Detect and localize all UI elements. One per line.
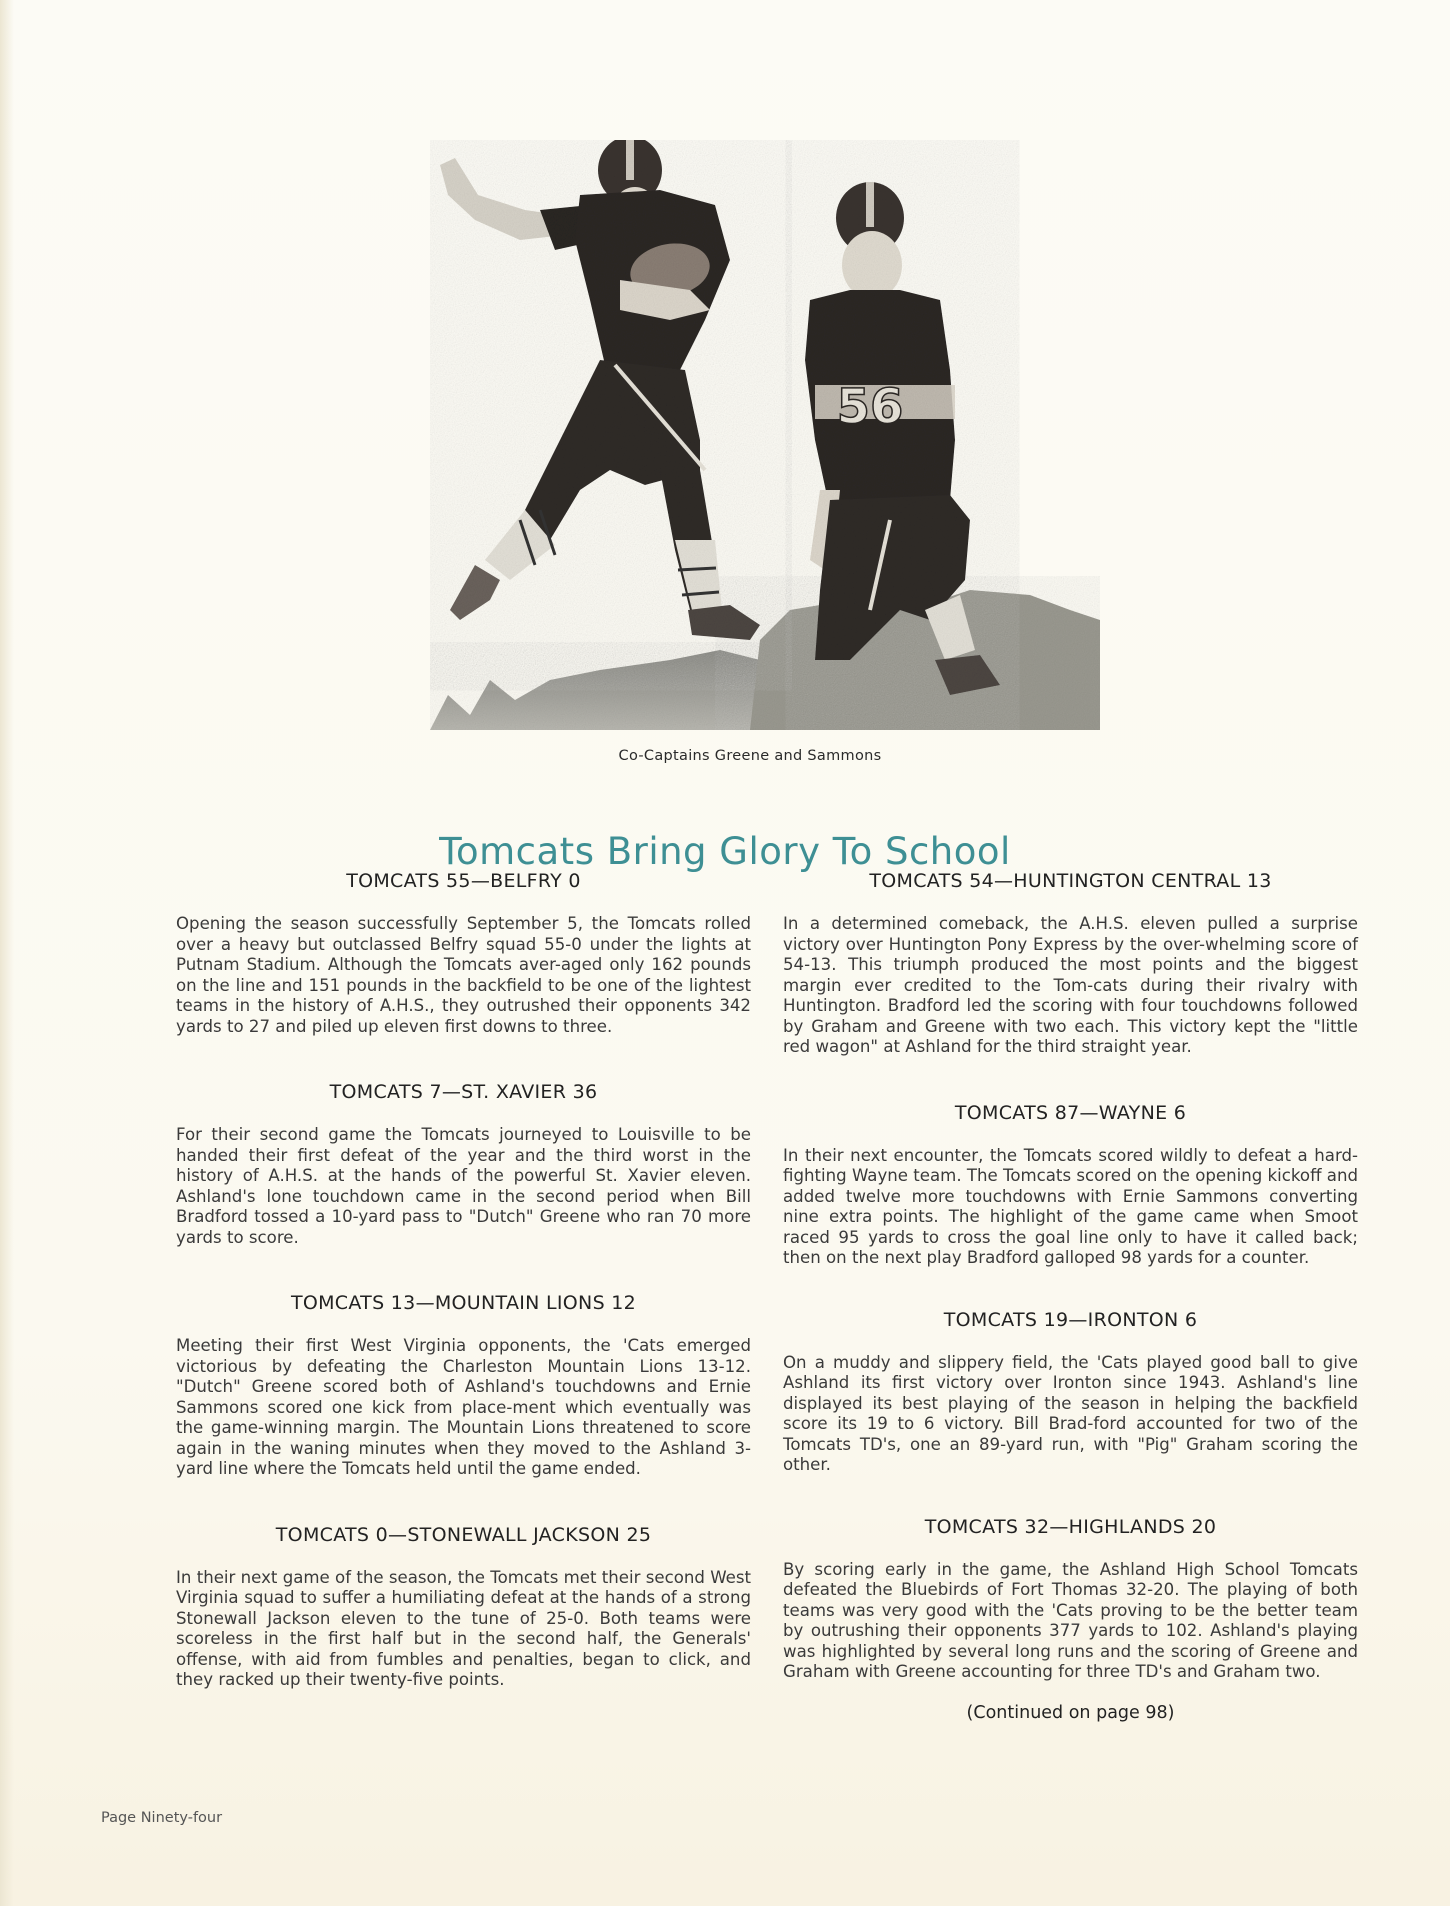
game-body: By scoring early in the game, the Ashland High School Tomcats defeated the Bluebirds of Fort Thomas 32-20. The playing of both teams was very good with the 'Cats proving to be the better team by outrushing their opponents 377 yards to 102. Ashland's playing was highlighted by several long runs and the scoring of Greene and Graham with Greene accounting for three TD's and Graham two. xyxy=(783,1559,1358,1681)
game-title: TOMCATS 32—HIGHLANDS 20 xyxy=(924,1515,1217,1538)
game-body: In a determined comeback, the A.H.S. eleven pulled a surprise victory over Huntington Pony Express by the over-whelming score of 54-13. This triumph produced the most points and the biggest margin ever credited to the Tom-cats during their rivalry with Huntington. Bradford led the scoring with four touchdowns followed by Graham and Greene with two each. This victory kept the "little red wagon" at Ashland for the third straight year. xyxy=(783,914,1358,1056)
game-body: In their next game of the season, the Tomcats met their second West Virginia squad to suffer a humiliating defeat at the hands of a strong Stonewall Jackson eleven to the tune of 25-0. Both teams were scoreless in the first half but in the second half, the Generals' offense, with aid from fumbles and penalties, began to click, and they racked up their twenty-five points. xyxy=(176,1567,751,1689)
jersey-number: 56 xyxy=(836,379,904,435)
game-article xyxy=(783,1102,1358,1269)
right-column xyxy=(783,870,1358,1723)
game-body: In their next encounter, the Tomcats scored wildly to defeat a hard-fighting Wayne team. The Tomcats scored on the opening kickoff and added twelve more touchdowns with Ernie Sammons converting nine extra points. The highlight of the game came when Smoot raced 95 yards to cross the goal line only to have it called back; then on the next play Bradford galloped 98 yards for a counter. xyxy=(783,1145,1358,1267)
left-column xyxy=(176,870,751,1691)
game-title: TOMCATS 7—ST. XAVIER 36 xyxy=(329,1081,598,1103)
game-title: TOMCATS 19—IRONTON 6 xyxy=(943,1308,1198,1331)
page-edge-shadow xyxy=(0,0,14,1906)
game-title: TOMCATS 54—HUNTINGTON CENTRAL 13 xyxy=(869,870,1272,892)
game-title: TOMCATS 55—BELFRY 0 xyxy=(346,870,581,892)
co-captains-photo xyxy=(430,140,1100,730)
game-body: Opening the season successfully September 5, the Tomcats rolled over a heavy but outclassed Belfry squad 55-0 under the lights at Putnam Stadium. Although the Tomcats aver-aged only 162 pounds on the line and 151 pounds in the backfield to be one of the lightest teams in the history of A.H.S., they outrushed their opponents 342 yards to 27 and piled up eleven first downs to three. xyxy=(176,914,751,1036)
game-body: On a muddy and slippery field, the 'Cats played good ball to give Ashland its first victory over Ironton since 1943. Ashland's line displayed its best playing of the season in helping the backfield score its 19 to 6 victory. Bill Brad-ford accounted for two of the Tomcats TD's, one an 89-yard run, with "Pig" Graham scoring the other. xyxy=(783,1352,1358,1474)
game-body: Meeting their first West Virginia opponents, the 'Cats emerged victorious by defeating the Charleston Mountain Lions 13-12. "Dutch" Greene scored both of Ashland's touchdowns and Ernie Sammons scored one kick from place-ment which eventually was the game-winning margin. The Mountain Lions threatened to score again in the waning minutes when they moved to the Ashland 3-yard line where the Tomcats held until the game ended. xyxy=(176,1336,751,1478)
game-article xyxy=(176,870,751,1037)
running-player xyxy=(440,140,760,640)
page-number: Page Ninety-four xyxy=(101,1810,223,1826)
game-title: TOMCATS 87—WAYNE 6 xyxy=(954,1101,1187,1124)
game-article xyxy=(176,1524,751,1691)
grass-mound-left xyxy=(430,650,760,730)
headline: Tomcats Bring Glory To School xyxy=(439,829,1011,873)
game-article xyxy=(783,1309,1358,1476)
game-title: TOMCATS 0—STONEWALL JACKSON 25 xyxy=(275,1523,652,1546)
game-body: For their second game the Tomcats journeyed to Louisville to be handed their first defeat of the year and the third worst in the history of A.H.S. at the hands of the powerful St. Xavier eleven. Ashland's lone touchdown came in the second period when Bill Bradford tossed a 10-yard pass to "Dutch" Greene who ran 70 more yards to score. xyxy=(176,1125,751,1247)
game-article xyxy=(783,1516,1358,1683)
photo-caption: Co-Captains Greene and Sammons xyxy=(618,748,882,764)
game-article xyxy=(176,1081,751,1248)
game-title: TOMCATS 13—MOUNTAIN LIONS 12 xyxy=(290,1292,637,1314)
game-article xyxy=(176,1292,751,1480)
game-article xyxy=(783,870,1358,1058)
continued-note: (Continued on page 98) xyxy=(966,1702,1175,1723)
